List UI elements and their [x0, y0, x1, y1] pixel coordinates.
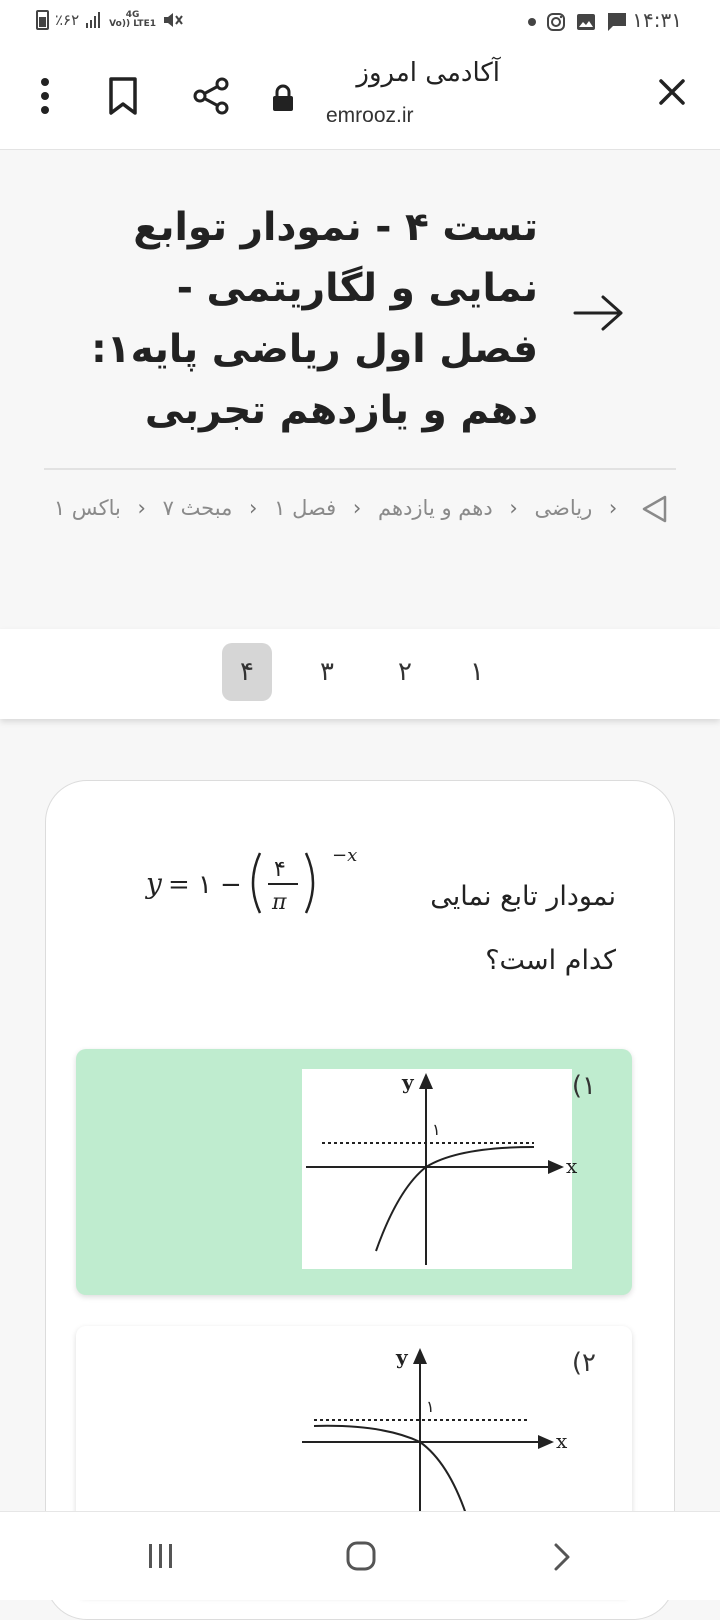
breadcrumb-item[interactable]: ریاضی [534, 496, 593, 520]
system-nav-bar [0, 1511, 720, 1600]
graph-asymptote-label: ۱ [426, 1397, 435, 1416]
breadcrumb-item[interactable]: مبحث ۷ [162, 496, 233, 520]
breadcrumb-chevron-icon: ‹ [509, 496, 518, 520]
formula-exponent: −x [332, 845, 358, 866]
formula-minus: − [220, 870, 242, 900]
breadcrumb-chevron-icon: ‹ [249, 496, 258, 520]
breadcrumb-item[interactable]: باکس ۱ [53, 496, 121, 520]
breadcrumb-chevron-icon: ‹ [352, 496, 362, 520]
graph-x-label: x [556, 1429, 568, 1453]
formula-right-paren [306, 853, 313, 913]
formula-denominator: π [272, 890, 287, 915]
graph-y-label: y [396, 1345, 408, 1369]
chat-icon [606, 11, 628, 33]
formula-one: ۱ [198, 870, 212, 900]
option-number: ۲) [571, 1348, 596, 1378]
formula-equals: = [168, 870, 190, 900]
formula [146, 831, 386, 931]
page-button[interactable]: ۲ [398, 657, 412, 687]
site-url[interactable]: emrooz.ir [326, 104, 414, 127]
battery-icon [36, 10, 49, 30]
breadcrumb-item[interactable]: فصل ۱ [274, 496, 337, 520]
article-header [0, 151, 720, 629]
status-right [528, 10, 628, 34]
graph-asymptote-label: ۱ [432, 1120, 441, 1139]
graph-y-label: y [402, 1070, 414, 1094]
breadcrumb-item[interactable]: دهم و یازدهم [378, 496, 493, 520]
browser-toolbar [0, 44, 720, 150]
back-chevron-icon[interactable] [552, 1542, 572, 1572]
network-lte: Vo)) LTE1 [109, 19, 156, 29]
dot-icon [528, 18, 536, 26]
page-button[interactable]: ۱ [470, 657, 484, 687]
arrow-right-icon[interactable] [571, 293, 627, 333]
page-button[interactable]: ۳ [320, 657, 334, 687]
header-divider [44, 468, 676, 470]
breadcrumb [50, 485, 670, 531]
recent-apps-icon[interactable] [145, 1542, 177, 1570]
question-text: نمودار تابع نمایی کدام است؟ [430, 881, 616, 976]
lock-icon[interactable] [271, 84, 295, 112]
bookmark-icon[interactable] [106, 76, 140, 116]
more-vert-icon[interactable] [30, 74, 60, 118]
graph-x-label: x [566, 1154, 578, 1178]
instagram-icon [546, 12, 566, 32]
play-outline-icon [640, 493, 670, 525]
status-time: ۱۴:۳۱ [632, 8, 682, 32]
breadcrumb-chevron-icon: ‹ [608, 496, 618, 520]
formula-left-paren [253, 853, 260, 913]
network-4g: 4G [125, 10, 140, 20]
option-graph-image [302, 1069, 578, 1269]
share-icon[interactable] [192, 76, 232, 116]
battery-percent: ٪۶۲ [55, 11, 80, 29]
formula-lhs: y [146, 867, 162, 900]
question-card [45, 780, 675, 1620]
option-number: ۱) [571, 1071, 596, 1101]
site-title: آکادمی امروز [356, 58, 500, 88]
status-bar [0, 0, 720, 44]
network-type [109, 11, 156, 29]
mute-icon [162, 10, 184, 30]
page-title: تست ۴ - نمودار توابع نمایی و لگاریتمی - فصل اول ریاضی پایه۱: دهم و یازدهم تجربی [91, 205, 538, 433]
answer-option-1[interactable] [76, 1049, 632, 1295]
home-icon[interactable] [345, 1540, 377, 1572]
image-icon [576, 12, 596, 32]
status-left [36, 10, 184, 30]
signal-icon [85, 11, 103, 29]
page-button-active[interactable]: ۴ [222, 643, 272, 701]
close-icon[interactable] [654, 74, 690, 110]
formula-numerator: ۴ [274, 857, 286, 882]
question-pagination [0, 629, 720, 719]
breadcrumb-chevron-icon: ‹ [137, 496, 146, 520]
